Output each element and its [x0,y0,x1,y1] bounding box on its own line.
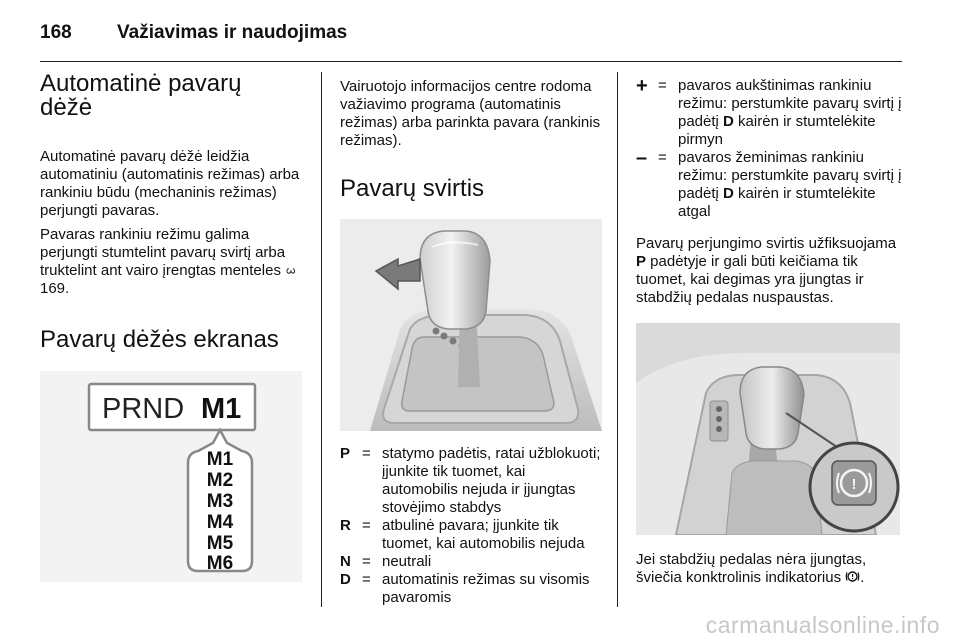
gear-item: M2 [206,470,234,491]
page-header [40,18,902,62]
gear-lever-figure [340,219,602,431]
page-number: 168 [40,22,72,43]
gear-display-illustration [40,371,302,582]
section-heading: Automatinė pavarų dėžė [40,70,242,121]
equals-sign: = [362,553,371,570]
gear-description: neutrali [382,553,432,570]
definition-list [636,77,902,221]
page-reference[interactable]: 169. [40,280,70,297]
minus-icon: – [636,147,648,169]
chapter-title: Važiavimas ir naudojimas [117,22,348,43]
equals-sign: = [362,571,371,588]
gear-description: statymo padėtis, ratai užblokuoti; įjunkite tik tuomet, kai automobilis nejuda ir įjungtas stovėjimo stabdys [382,445,601,516]
section-heading: Pavarų dėžės ekranas [40,326,279,353]
brake-figure [636,323,900,535]
shift-description: pavaros aukštinimas rankiniu režimu: perstumkite pavarų svirtį į padėtį D kairėn ir stumtelėkite pirmyn [678,77,902,148]
definition-item [340,517,604,553]
paragraph: Jei stabdžių pedalas nėra įjungtas, šviečia konktrolinis indikatorius . [636,551,867,586]
gear-key: P [340,445,351,462]
gear-key: D [340,571,351,588]
gear-item: M1 [206,449,234,470]
brake-warning-icon [845,569,860,584]
display-figure [40,371,302,582]
gear-item: M6 [206,553,234,574]
shift-description: pavaros žeminimas rankiniu režimu: perstumkite pavarų svirtį į padėtį D kairėn ir stumtelėkite atgal [678,149,902,220]
display-prnd: PRND [102,393,185,425]
definition-item [340,445,604,517]
equals-sign: = [658,149,667,166]
gear-lever-illustration [340,219,602,431]
column-left [40,72,306,582]
equals-sign: = [362,517,371,534]
gear-item: M5 [206,533,234,554]
paragraph: Pavarų perjungimo svirtis užfiksuojama P padėtyje ir gali būti keičiama tik tuomet, kai degimas yra įjungtas ir stabdžių pedalas nuspaustas. [636,235,897,306]
column-right [636,72,902,587]
gear-item: M4 [206,512,234,533]
plus-icon: + [636,75,648,97]
definition-item [636,149,902,221]
column-divider [321,72,322,607]
gear-key: R [340,517,351,534]
watermark: carmanualsonline.info [705,612,940,638]
arrow-reference-icon: 3 [283,267,298,275]
brake-shift-illustration [636,323,900,535]
gear-item: M3 [206,491,234,512]
gear-description: automatinis režimas su visomis pavaromis [382,571,590,606]
svg-text:!: ! [851,476,857,493]
section-heading: Pavarų svirtis [340,175,485,202]
paragraph: Vairuotojo informacijos centre rodoma važiavimo programa (automatinis režimas) arba parinkta pavara (rankinis režimas). [340,78,601,149]
definition-item [340,571,604,607]
gear-key: N [340,553,351,570]
gear-description: atbulinė pavara; įjunkite tik tuomet, kai automobilis nejuda [382,517,585,552]
equals-sign: = [658,77,667,94]
definition-item [636,77,902,149]
paragraph: Automatinė pavarų dėžė leidžia automatiniu (automatinis režimas) arba rankiniu būdu (mechaninis režimas) perjungti pavaras. [40,148,300,219]
column-middle [340,72,604,607]
paragraph [40,226,306,298]
display-selected-gear: M1 [201,393,242,425]
definition-item [340,553,604,571]
definition-list [340,445,604,607]
paragraph-text: Pavaras rankiniu režimu galima perjungti stumtelint pavarų svirtį arba truktelint ant vairo įrengtas menteles [40,226,286,279]
column-divider [617,72,618,607]
equals-sign: = [362,445,371,462]
